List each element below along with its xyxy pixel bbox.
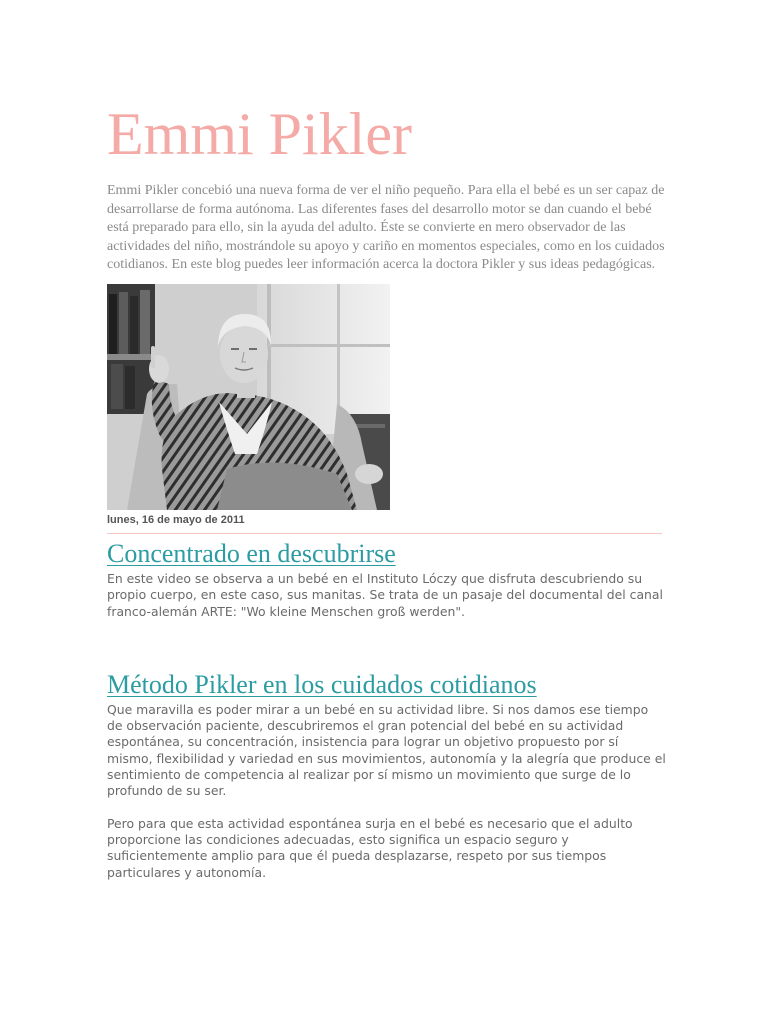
portrait-photo: [107, 284, 390, 510]
post-date-header: lunes, 16 de mayo de 2011: [107, 513, 245, 526]
blog-title[interactable]: Emmi Pikler: [107, 101, 412, 167]
post-body-paragraph: Que maravilla es poder mirar a un bebé en su actividad libre. Si nos damos ese tiempo de observación paciente, descubriremos el gran potencial del bebé en su actividad espontánea, su concentración, insistencia para lograr un objetivo propuesto por sí mismo, flexibilidad y variedad en sus movimientos, autonomía y la alegría que produce el sentimiento de competencia al realizar por sí mismo un movimiento que surge de lo profundo de su ser.: [107, 701, 666, 799]
blog-content: [107, 96, 666, 881]
date-divider: [107, 533, 662, 534]
post-body-paragraph: En este video se observa a un bebé en el Instituto Lóczy que disfruta descubriendo su propio cuerpo, en este caso, sus manitas. Se trata de un pasaje del documental del canal franco-alemán ARTE: "Wo kleine Menschen groß werden".: [107, 570, 663, 619]
post-body-paragraph: Pero para que esta actividad espontánea surja en el bebé es necesario que el adulto proporcione las condiciones adecuadas, esto significa un espacio seguro y suficientemente amplio para que él pueda desplazarse, respeto por sus tiempos particulares y autonomía.: [107, 815, 633, 880]
blog-description: Emmi Pikler concebió una nueva forma de ver el niño pequeño. Para ella el bebé es un ser capaz de desarrollarse de forma autónoma. Las diferentes fases del desarrollo motor se dan cuando el bebé está preparado para ello, sin la ayuda del adulto. Éste se convierte en mero observador de las actividades del niño, mostrándole su apoyo y cariño en momentos especiales, como en los cuidados cotidianos. En este blog puedes leer información acerca la doctora Pikler y sus ideas pedagógicas.: [107, 183, 665, 273]
post-title-link[interactable]: Concentrado en descubrirse: [107, 538, 396, 568]
post-title-link[interactable]: Método Pikler en los cuidados cotidianos: [107, 669, 537, 699]
post-concentrado: [107, 537, 662, 620]
post-metodo-pikler: [107, 668, 666, 881]
